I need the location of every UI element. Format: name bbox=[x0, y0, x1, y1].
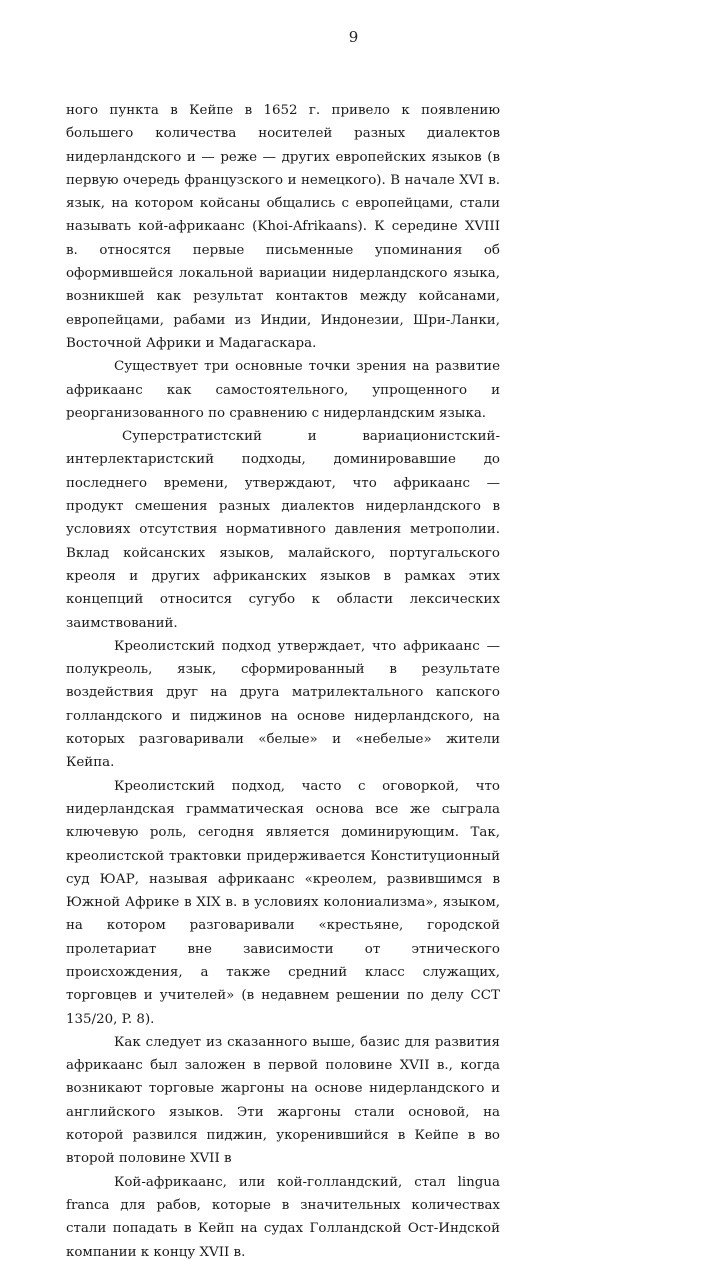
page-number: 9 bbox=[348, 28, 359, 46]
paragraph: Креолистский подход, часто с оговоркой, что нидерландская грамматическая основа все же сыграла ключевую роль, сегодня является доминирующим. Так, креолистской трактовки придерживается Конституционный суд ЮАР, называя африкаанс «креолем, развившимся в Южной Африке в XIX в. в условиях колониализма», языком, на котором разговаривали «крестьяне, городской пролетариат вне зависимости от этнического происхождения, а также средний класс служащих, торговцев и учителей» (в недавнем решении по делу CCT 135/20, P. 8). bbox=[66, 778, 500, 1027]
paragraph: ного пункта в Кейпе в 1652 г. привело к появлению большего количества носителей разных диалектов нидерландского и — реже — других европейских языков (в первую очередь французского и немецкого). В начале XVI в. язык, на котором койсаны общались с европейцами, стали называть кой-африкаанс (Khoi-Afrikaans). К середине XVIII в. относятся первые письменные упоминания об оформившейся локальной вариации нидерландского языка, возникшей как результат контактов между койсанами, европейцами, рабами из Индии, Индонезии, Шри-Ланки, Восточной Африки и Мадагаскара. bbox=[66, 103, 500, 351]
paragraph: Существует три основные точки зрения на развитие африкаанс как самостоятельного, упрощенного и реорганизованного по сравнению с нидерландским языка. bbox=[66, 359, 500, 421]
paragraph: Креолистский подход утверждает, что африкаанс — полукреоль, язык, сформированный в результате воздействия друг на друга матрилектального капского голландского и пиджинов на основе нидерландского, на которых разговаривали «белые» и «небелые» жители Кейпа. bbox=[66, 638, 500, 771]
paragraph: Как следует из сказанного выше, базис для развития африкаанс был заложен в первой половине XVII в., когда возникают торговые жаргоны на основе нидерландского и английского языков. Эти жаргоны стали основой, на которой развился пиджин, укоренившийся в Кейпе в во второй половине XVII в bbox=[66, 1034, 500, 1167]
paragraph: Кой-африкаанс, или кой-голландский, стал lingua franca для рабов, которые в значительных количествах стали попадать в Кейп на судах Голландской Ост-Индской компании к концу XVII в. bbox=[66, 1174, 500, 1260]
paragraph: Суперстратистский и вариационистский-интерлектаристский подходы, доминировавшие до последнего времени, утверждают, что африкаанс — продукт смешения разных диалектов нидерландского в условиях отсутствия нормативного давления метрополии. Вклад койсанских языков, малайского, португальского креоля и других африканских языков в рамках этих концепций относится сугубо к области лексических заимствований. bbox=[66, 429, 500, 631]
body-text bbox=[66, 99, 500, 1264]
